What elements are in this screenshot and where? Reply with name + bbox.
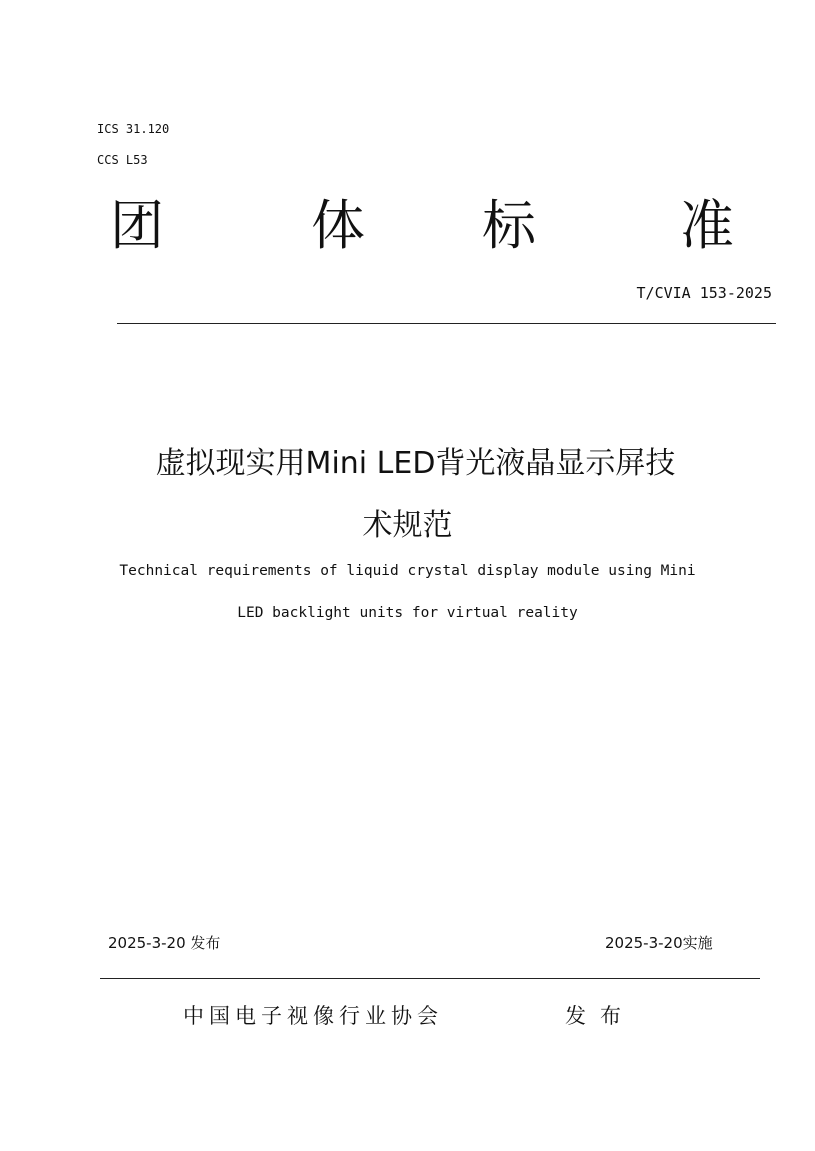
issuing-organization: 中国电子视像行业协会	[183, 1004, 443, 1028]
implement-date: 2025-3-20实施	[605, 934, 713, 952]
english-title-line-1: Technical requirements of liquid crystal display module using Mini	[119, 563, 696, 579]
standard-type-char-4: 准	[680, 194, 734, 257]
chinese-title-line-2: 术规范	[362, 508, 453, 543]
ics-code: ICS 31.120	[97, 122, 170, 136]
english-title-line-2: LED backlight units for virtual reality	[237, 605, 578, 621]
issue-action: 发布	[565, 1004, 635, 1028]
publish-date: 2025-3-20 发布	[108, 934, 221, 952]
footer-divider	[100, 978, 760, 979]
ccs-code: CCS L53	[97, 153, 148, 167]
chinese-title-line-1: 虚拟现实用Mini LED背光液晶显示屏技	[155, 446, 676, 481]
standard-type-char-2: 体	[311, 194, 365, 257]
standard-type-char-3: 标	[482, 194, 536, 257]
standard-type-char-1: 团	[110, 194, 164, 257]
standard-number: T/CVIA 153-2025	[636, 284, 772, 302]
header-divider	[117, 323, 776, 324]
